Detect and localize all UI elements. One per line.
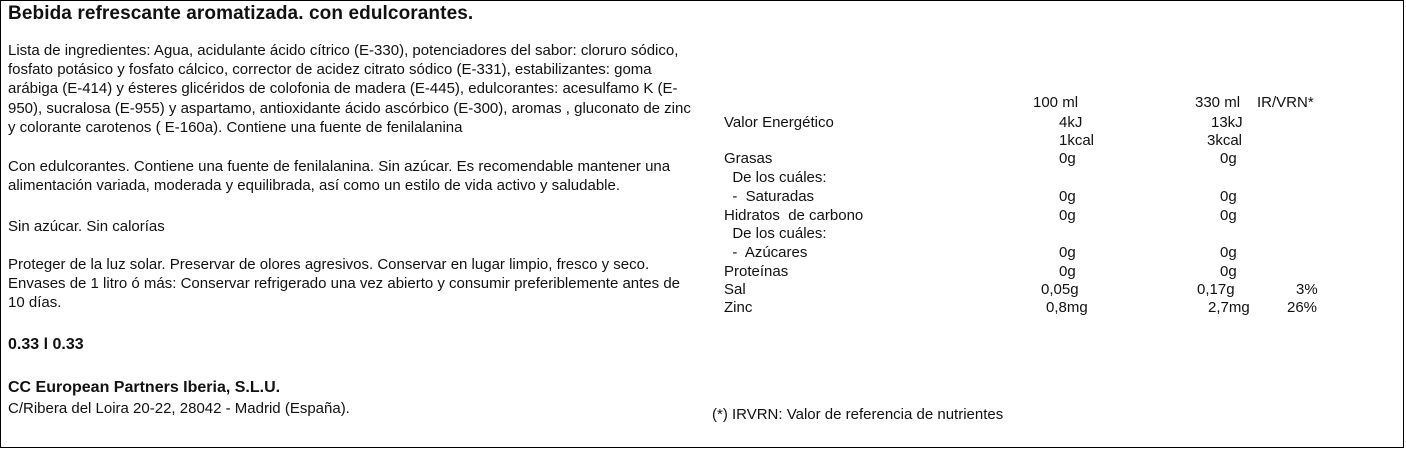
storage-text: Proteger de la luz solar. Preservar de olores agresivos. Conservar en lugar limpio, fresco y seco. Envases de 1 litro ó más: Conservar refrigerado una vez abierto y consumir preferiblemente antes de 10 días.	[8, 256, 681, 312]
quantity-text: 0.33 l 0.33	[8, 336, 84, 353]
row-label: Hidratos de carbono	[724, 207, 864, 224]
row-label: Valor Energético	[724, 114, 834, 131]
footnote-irvrn: (*) IRVRN: Valor de referencia de nutrientes	[712, 406, 1004, 423]
row-value-100: 4kJ	[1059, 114, 1083, 131]
row-value-100: 0g	[1059, 263, 1076, 280]
row-value-330: 0g	[1220, 207, 1237, 224]
row-value-330: 13kJ	[1211, 114, 1243, 131]
row-value-100: 0,8mg	[1046, 299, 1088, 316]
ingredients-text: Lista de ingredientes: Agua, acidulante ácido cítrico (E-330), potenciadores del sabor: cloruro sódico, fosfato potásico y fosfato cálcico, corrector de acidez citrato sódico (E-331), estabilizantes: goma arábiga (E-414) y ésteres glicéridos de colofonia de madera (E-445), edulcorantes: acesulfamo K (E-950), sucralosa (E-955) y aspartamo, antioxidante ácido ascórbico (E-300), aromas , gluconato de zinc y colorante carotenos ( E-160a). Contiene una fuente de fenilalanina	[8, 42, 691, 136]
row-label: Proteínas	[724, 263, 789, 280]
row-value-330: 0g	[1220, 150, 1237, 167]
row-value-100: 0g	[1059, 244, 1076, 261]
row-label: - Saturadas	[724, 188, 815, 205]
row-value-ir: 26%	[1287, 299, 1318, 316]
product-title: Bebida refrescante aromatizada. con edulcorantes.	[8, 3, 474, 24]
row-value-330: 0g	[1220, 244, 1237, 261]
row-value-100: 0g	[1059, 207, 1076, 224]
row-label: De los cuáles:	[724, 225, 827, 242]
row-value-330: 0,17g	[1197, 281, 1235, 298]
row-value-100: 0g	[1059, 150, 1076, 167]
header-ir: IR/VRN*	[1257, 94, 1314, 111]
company-address: C/Ribera del Loira 20-22, 28042 - Madrid (España).	[8, 400, 350, 417]
row-value-ir: 3%	[1296, 281, 1318, 298]
row-value-330: 0g	[1220, 188, 1237, 205]
row-value-100: 1kcal	[1059, 132, 1095, 149]
row-label: Grasas	[724, 150, 773, 167]
row-value-330: 0g	[1220, 263, 1237, 280]
claims-text: Sin azúcar. Sin calorías	[8, 218, 165, 235]
row-value-100: 0,05g	[1041, 281, 1079, 298]
row-label: - Azúcares	[724, 244, 808, 261]
row-label: Zinc	[724, 299, 753, 316]
company-name: CC European Partners Iberia, S.L.U.	[8, 379, 281, 396]
row-value-100: 0g	[1059, 188, 1076, 205]
warnings-text: Con edulcorantes. Contiene una fuente de fenilalanina. Sin azúcar. Es recomendable mantener una alimentación variada, moderada y equilibrada, así como un estilo de vida activo y saludable.	[8, 158, 671, 195]
row-value-330: 2,7mg	[1208, 299, 1250, 316]
row-label: Sal	[724, 281, 746, 298]
row-value-330: 3kcal	[1207, 132, 1243, 149]
header-per-330ml: 330 ml	[1195, 94, 1241, 111]
row-label: De los cuáles:	[724, 169, 827, 186]
header-per-100ml: 100 ml	[1033, 94, 1079, 111]
